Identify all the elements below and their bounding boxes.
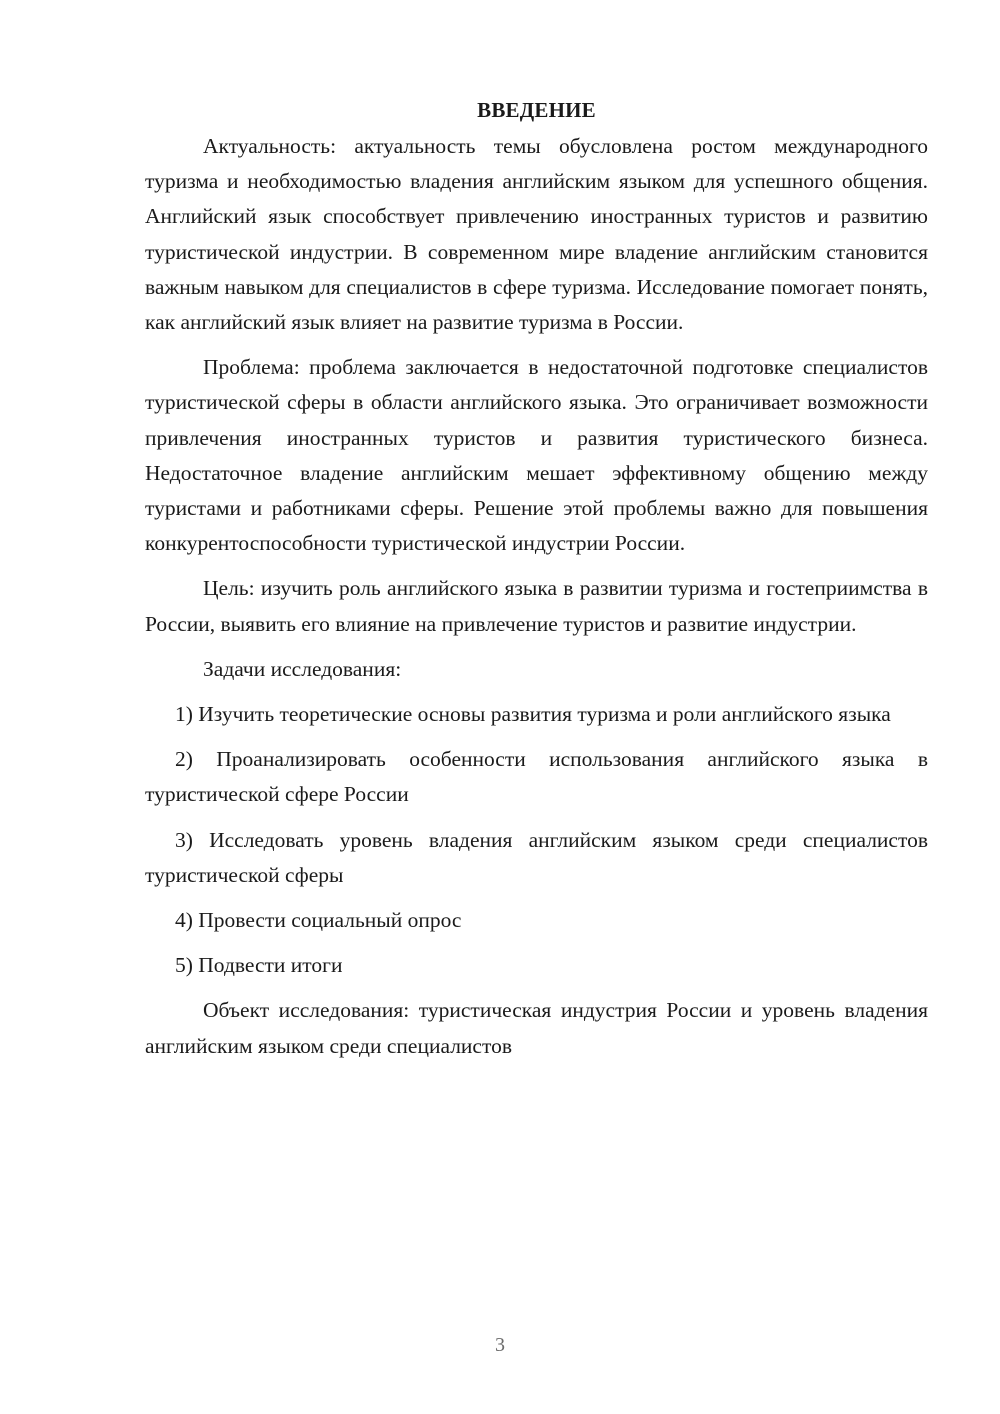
task-item-1: 1) Изучить теоретические основы развития туризма и роли английского языка <box>175 702 891 727</box>
tasks-title: Задачи исследования: <box>203 656 402 681</box>
problem-paragraph: Проблема: проблема заключается в недостаточной подготовке специалистов туристической сферы в области английского языка. Это ограничивает возможности привлечения иностранных туристов и развития туристического бизнеса. Недостаточное владение английским мешает эффективному общению между туристами и работниками сферы. Решение этой проблемы важно для повышения конкурентоспособности туристической индустрии России. <box>145 355 928 556</box>
relevance-paragraph: Актуальность: актуальность темы обусловлена ростом международного туризма и необходимостью владения английским языком для успешного общения. Английский язык способствует привлечению иностранных туристов и развитию туристической индустрии. В современном мире владение английским становится важным навыком для специалистов в сфере туризма. Исследование помогает понять, как английский язык влияет на развитие туризма в России. <box>145 134 928 335</box>
section-heading: ВВЕДЕНИЕ <box>477 98 596 122</box>
task-item-4: 4) Провести социальный опрос <box>175 908 462 933</box>
page-number: 3 <box>495 1334 505 1356</box>
goal-paragraph: Цель: изучить роль английского языка в развитии туризма и гостеприимства в России, выявить его влияние на привлечение туристов и развитие индустрии. <box>145 576 928 636</box>
task-item-3: 3) Исследовать уровень владения английским языком среди специалистов туристической сферы <box>145 827 928 887</box>
task-item-5: 5) Подвести итоги <box>175 953 343 978</box>
document-page <box>145 93 928 1064</box>
task-item-2: 2) Проанализировать особенности использования английского языка в туристической сфере России <box>145 747 928 807</box>
object-paragraph: Объект исследования: туристическая индустрия России и уровень владения английским языком среди специалистов <box>145 998 928 1058</box>
